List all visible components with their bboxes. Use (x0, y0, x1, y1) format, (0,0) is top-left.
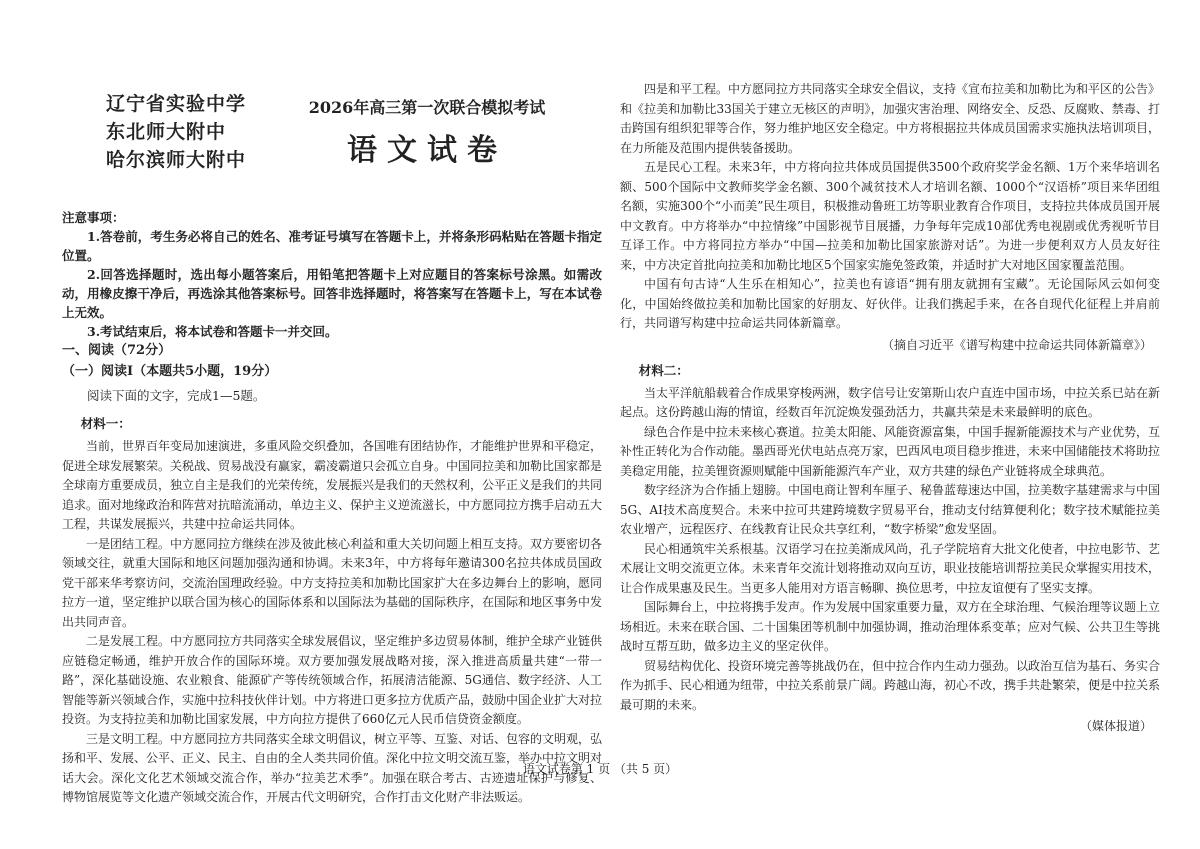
notice-item: 1.答卷前，考生务必将自己的姓名、准考证号填写在答题卡上，并将条形码粘贴在答题卡指定位置。 (62, 229, 602, 263)
paragraph: 国际舞台上，中拉将携手发声。作为发展中国家重要力量，双方在全球治理、气候治理等议题上立场相近。未来在联合国、二十国集团等机制中加强协调，推动治理体系变革；应对气候、公共卫生等挑战时互帮互助，做多边主义的坚定伙伴。 (620, 600, 1161, 653)
subsection-title: （一）阅读Ⅰ（本题共5小题，19分） (62, 364, 278, 379)
notice-item: 2.回答选择题时，选出每小题答案后，用铅笔把答题卡上对应题目的答案标号涂黑。如需改动，用橡皮擦干净后，再选涂其他答案标号。回答非选择题时，将答案写在答题卡上，写在本试卷上无效。 (62, 267, 602, 320)
section-title: 一、阅读（72分） (62, 343, 172, 358)
school-names (106, 90, 266, 174)
paragraph: 三是文明工程。中方愿同拉方共同落实全球文明倡议，树立平等、互鉴、对话、包容的文明观，弘扬和平、发展、公平、正义、民主、自由的全人类共同价值。深化中拉文明交流互鉴，举办中拉文明对话大会。深化文化艺术领域交流合作，举办“拉美艺术季”。加强在联合考古、古迹遗址保护与修复、博物馆展览等文化遗产领域交流合作，开展古代文明研究，合作打击文化财产非法贩运。 (62, 731, 603, 804)
paragraph: 贸易结构优化、投资环境完善等挑战仍在，但中拉合作内生动力强劲。以政治互信为基石、务实合作为抓手、民心相通为纽带，中拉关系前景广阔。跨越山海，初心不改，携手共赴繁荣，便是中拉关系最可期的未来。 (620, 658, 1161, 712)
exam-title: 2026年高三第一次联合模拟考试 (308, 98, 546, 117)
notice-title: 注意事项： (62, 210, 125, 225)
school-name: 哈尔滨师大附中 (106, 149, 247, 171)
instruction: 阅读下面的文字，完成1—5题。 (87, 388, 266, 403)
notice-item: 3.考试结束后，将本试卷和答题卡一并交回。 (87, 324, 338, 339)
material-label: 材料二： (638, 362, 689, 378)
paragraph: 中国有句古诗“人生乐在相知心”，拉美也有谚语“拥有朋友就拥有宝藏”。无论国际风云如何变化，中国始终做拉美和加勒比国家的好朋友、好伙伴。让我们携起手来，在各自现代化征程上并肩前行，共同谱写构建中拉命运共同体新篇章。 (620, 277, 1160, 330)
paragraph: 当太平洋航船载着合作成果穿梭两洲，数字信号让安第斯山农户直连中国市场，中拉关系已站在新起点。这份跨越山海的情谊，经数百年沉淀焕发强劲活力，共赢共荣是未来最鲜明的底色。 (620, 385, 1161, 419)
school-name: 辽宁省实验中学 (106, 93, 247, 115)
material-label: 材料一： (80, 416, 131, 431)
right-column (620, 80, 1160, 737)
paragraph: 当前，世界百年变局加速演进，多重风险交织叠加，各国唯有团结协作，才能维护世界和平稳定，促进全球发展繁荣。关税战、贸易战没有赢家，霸凌霸道只会孤立自身。中国同拉美和加勒比国家都是全球南方重要成员，独立自主是我们的光荣传统，发展振兴是我们的天然权利，公平正义是我们的共同追求。面对地缘政治和阵营对抗暗流涌动，单边主义、保护主义逆流滋长，中方愿同拉方携手启动五大工程，共谋发展振兴，共建中拉命运共同体。 (62, 439, 603, 531)
paragraph: 四是和平工程。中方愿同拉方共同落实全球安全倡议，支持《宣布拉美和加勒比为和平区的公告》和《拉美和加勒比33国关于建立无核区的声明》，加强灾害治理、网络安全、反恐、反腐败、禁毒、打击跨国有组织犯罪等合作，努力维护地区安全稳定。中方将根据拉共体成员国需求实施执法培训项目，在力所能及范围内提供装备援助。 (620, 82, 1161, 155)
paragraph: 一是团结工程。中方愿同拉方继续在涉及彼此核心利益和重大关切问题上相互支持。双方要密切各领域交往，就重大国际和地区问题加强沟通和协调。未来3年，中方将每年邀请300名拉共体成员国政党干部来华考察访问，交流治国理政经验。中方支持拉美和加勒比国家扩大在多边舞台上的影响，愿同拉方一道，坚定维护以联合国为核心的国际体系和以国际法为基础的国际秩序，在国际和地区事务中发出共同声音。 (62, 536, 603, 629)
school-name: 东北师大附中 (106, 121, 227, 143)
paragraph: 民心相通筑牢关系根基。汉语学习在拉美渐成风尚，孔子学院培育大批文化使者，中拉电影节、艺术展让文明交流更立体。未来青年交流计划将推动双向互访，职业技能培训帮拉美民众掌握实用技术，让合作成果惠及民生。当更多人能用对方语言畅聊、换位思考，中拉友谊便有了坚实支撑。 (620, 541, 1161, 595)
paragraph: 数字经济为合作插上翅膀。中国电商让智利车厘子、秘鲁蓝莓速达中国，拉美数字基建需求与中国5G、AI技术高度契合。未来中拉可共建跨境数字贸易平台，推动支付结算便利化；数字技术赋能拉美农业增产，远程医疗、在线教育让民众共享红利，“数字桥梁”愈发坚固。 (620, 483, 1161, 536)
subject-title: 语文试卷 (347, 133, 507, 168)
source-citation: （媒体报道） (1079, 719, 1152, 733)
page-footer: 语文试卷第 1 页 （共 5 页） (522, 762, 678, 776)
paragraph: 绿色合作是中拉未来核心赛道。拉美太阳能、风能资源富集，中国手握新能源技术与产业优势，互补性正转化为合作动能。墨西哥光伏电站点亮万家，巴西风电项目稳步推进，未来中国储能技术将助拉美稳定用能，拉美锂资源则赋能中国新能源汽车产业，双方共建的绿色产业链将成全球典范。 (620, 424, 1161, 478)
paragraph: 二是发展工程。中方愿同拉方共同落实全球发展倡议，坚定维护多边贸易体制，维护全球产业链供应链稳定畅通，维护开放合作的国际环境。双方要加强发展战略对接，深入推进高质量共建“一带一路”，深化基础设施、农业粮食、能源矿产等传统领域合作，拓展清洁能源、5G通信、数字经济、人工智能等新兴领域合作，实施中拉科技伙伴计划。中方将进口更多拉方优质产品，鼓励中国企业扩大对拉投资。为支持拉美和加勒比国家发展，中方向拉方提供了660亿元人民币信贷资金额度。 (62, 634, 603, 726)
source-citation: （摘自习近平《谱写构建中拉命运共同体新篇章》） (881, 337, 1152, 352)
paragraph: 五是民心工程。未来3年，中方将向拉共体成员国提供3500个政府奖学金名额、1万个来华培训名额、500个国际中文教师奖学金名额、300个减贫技术人才培训名额、1000个“汉语桥”项目来华团组名额，实施300个“小而美”民生项目，积极推动鲁班工坊等职业教育合作项目，支持拉共体成员国开展中文教育。中方将举办“中拉情缘”中国影视节目展播，力争每年完成10部优秀电视剧或优秀视听节目互译工作。中方将同拉方举办“中国—拉美和加勒比国家旅游对话”。为进一步便利双方人员友好往来，中方决定首批向拉美和加勒比地区5个国家实施免签政策，并适时扩大对地区国家覆盖范围。 (620, 160, 1160, 272)
